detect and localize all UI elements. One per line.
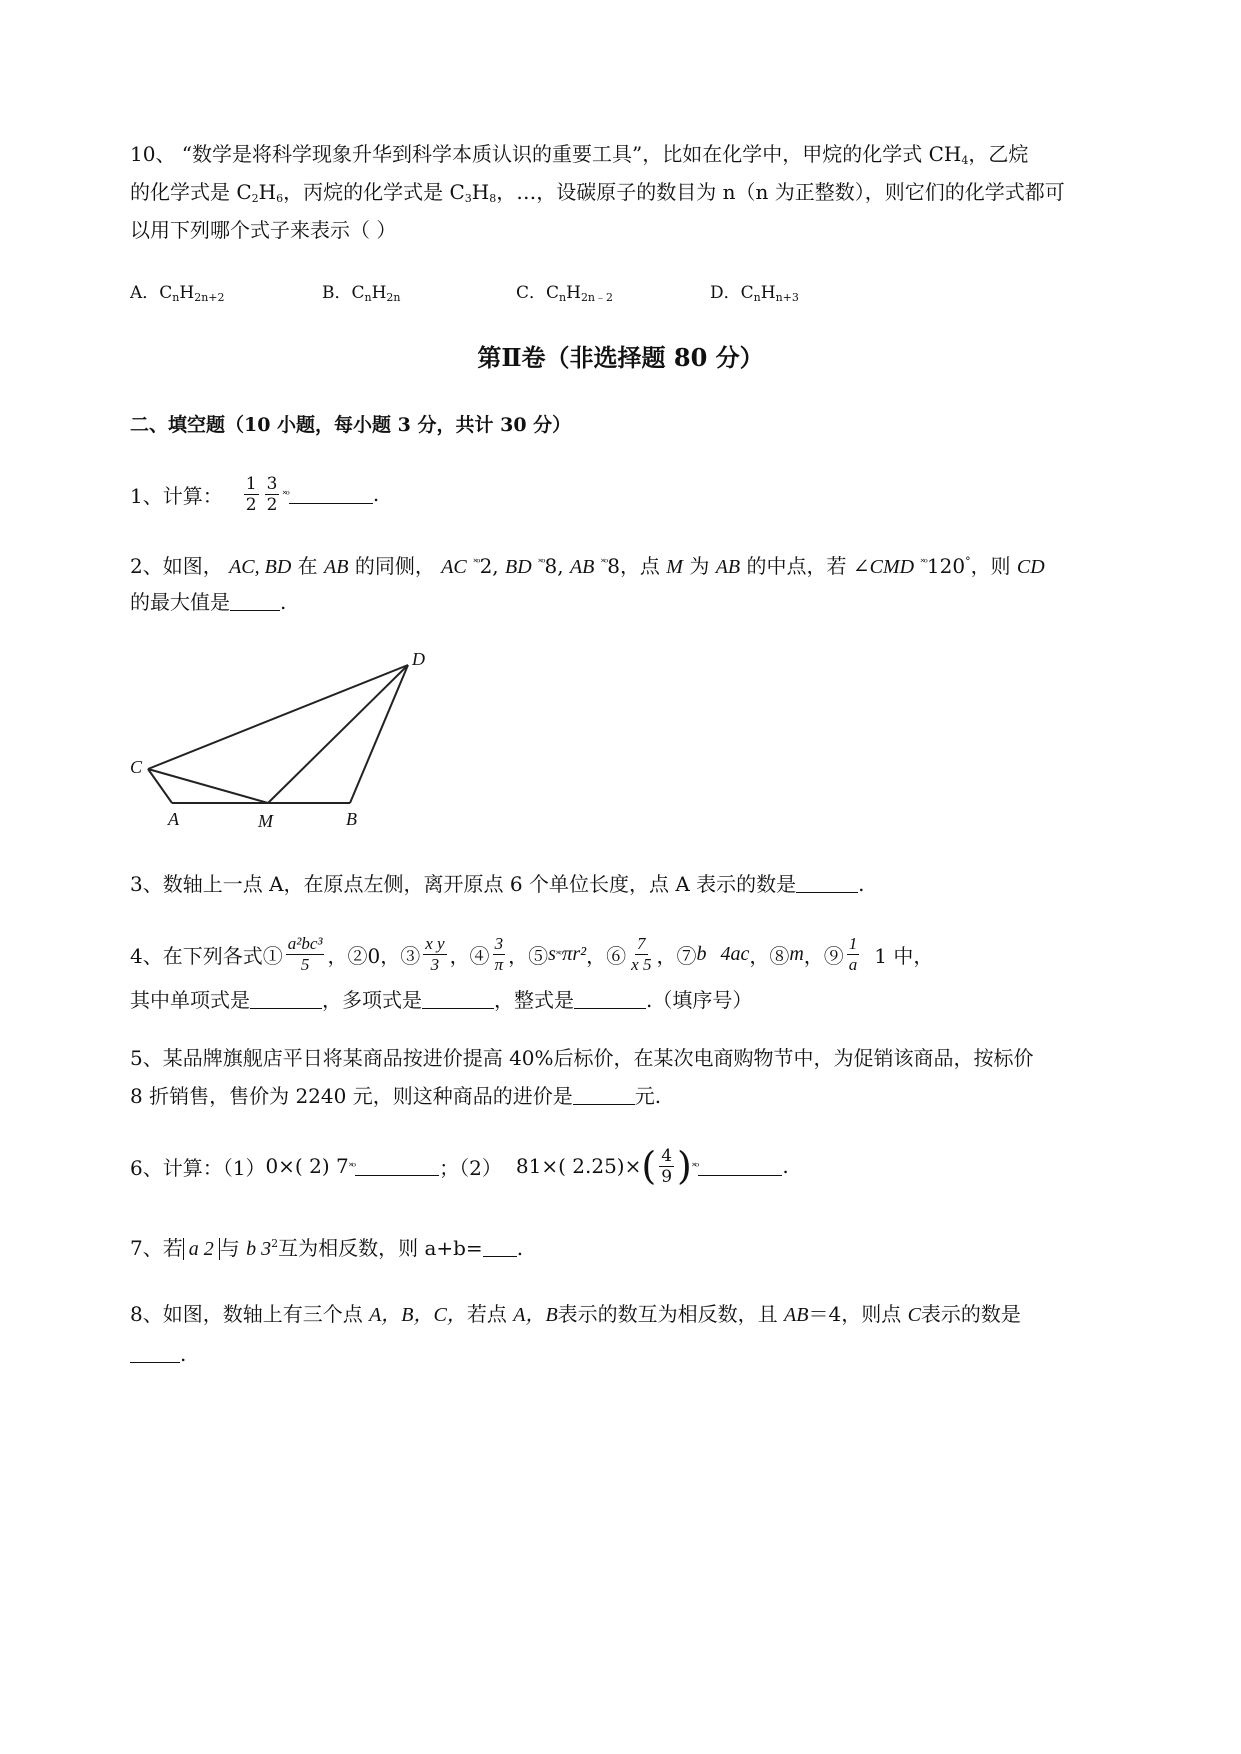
q4-integral-blank[interactable] — [574, 990, 646, 1009]
q4-monomial-blank[interactable] — [250, 990, 322, 1009]
label-a: A — [168, 809, 179, 829]
q1-fraction-1: $\frac{1}{2}$ — [245, 473, 257, 515]
q7: 7、若 a 2 与 b $3^2$互为相反数，则 a+b= . — [130, 1236, 524, 1260]
q6: 6、计算：（1） 0×( 2) 7 ˟ᵒ ；（2） 81×( 2.25)× ( $\frac{4}{9}$ ) ˟ᵒ . — [130, 1144, 789, 1188]
label-b: B — [346, 809, 357, 829]
q10-option-c[interactable]: C．$C_nH_{2n﹣2}$ — [516, 283, 614, 304]
q10-option-a[interactable]: A．$C_nH_{2n+2}$ — [130, 283, 225, 304]
segment-cm — [148, 769, 268, 803]
q3-answer-blank[interactable] — [796, 874, 858, 893]
q10-line3: 以用下列哪个式子来表示（ ） — [130, 218, 397, 242]
label-m: M — [258, 811, 273, 831]
q5-answer-blank[interactable] — [573, 1086, 635, 1105]
q8-line2: . — [130, 1332, 186, 1376]
q3: 3、数轴上一点 A，在原点左侧，离开原点 6 个单位长度，点 A 表示的数是 . — [130, 872, 865, 896]
section-subtitle: 二、填空题（10 小题，每小题 3 分，共计 30 分） — [130, 414, 572, 436]
segment-md — [268, 665, 408, 803]
section-title: 第Ⅱ卷（非选择题 80 分） — [477, 343, 764, 372]
equals-glyph: ˟ᵒ — [282, 487, 289, 501]
q2-line2: 的最大值是 . — [130, 590, 287, 614]
q7-answer-blank[interactable] — [483, 1238, 517, 1257]
q1-fraction-2: $\frac{3}{2}$ — [266, 473, 278, 515]
q4-line1: 4、在下列各式① $\frac{\text{a²bc³}}{5}$ ，②0，③ $\frac{\text{x y}}{3}$ ，④ $\frac{3}{\pi}$ ，⑤ s ˟ᵒ πr² ，⑥ $\frac{7}{x 5}$ ，⑦ b 4ac ，⑧ m ，⑨ $\frac{1}{a}$ 1 中， — [130, 933, 934, 974]
q8-line1: 8、如图，数轴上有三个点 A，B，C，若点 A，B表示的数互为相反数，且 AB＝4，则点 C表示的数是 — [130, 1302, 1021, 1326]
q10-option-d[interactable]: D．$C_nH_{n+3}$ — [710, 283, 799, 304]
q5-line1: 5、某品牌旗舰店平日将某商品按进价提高 40%后标价，在某次电商购物节中，为促销该商品，按标价 — [130, 1046, 1034, 1070]
label-c: C — [130, 757, 143, 777]
q4-polynomial-blank[interactable] — [422, 990, 494, 1009]
q10-line2: 的化学式是 $C_2H_6$，丙烷的化学式是 $C_3H_8$，…，设碳原子的数目为 n（n 为正整数），则它们的化学式都可 — [130, 180, 1065, 205]
q10-line1: 10、 “数学是将科学现象升华到科学本质认识的重要工具”，比如在化学中，甲烷的化学式 $CH_4$，乙烷 — [130, 142, 1029, 167]
q4-line2: 其中单项式是 ，多项式是 ，整式是 .（填序号） — [130, 988, 753, 1012]
q1-answer-blank[interactable] — [289, 485, 373, 504]
q2-answer-blank[interactable] — [230, 592, 280, 611]
q10-option-b[interactable]: B．$C_nH_{2n}$ — [322, 283, 401, 304]
q2-line1: 2、如图， AC, BD 在 AB 的同侧， AC $^{˟ᵒ}$2, BD $^{˟ᵒ}$8, AB $^{˟ᵒ}$8，点 M 为 AB 的中点，若 ∠CMD $^{˟ᵒ}$120°，则 CD — [130, 554, 1045, 578]
segment-cd — [148, 665, 408, 769]
label-d: D — [412, 649, 425, 669]
q6-answer-blank-2[interactable] — [698, 1157, 782, 1176]
q1: 1、计算： $\frac{1}{2}$ $\frac{3}{2}$ ˟ᵒ . — [130, 473, 380, 515]
triangle-figure — [120, 645, 440, 845]
q5-line2: 8 折销售，售价为 2240 元，则这种商品的进价是 元. — [130, 1084, 662, 1108]
q6-answer-blank-1[interactable] — [355, 1157, 439, 1176]
q8-answer-blank[interactable] — [130, 1344, 180, 1363]
